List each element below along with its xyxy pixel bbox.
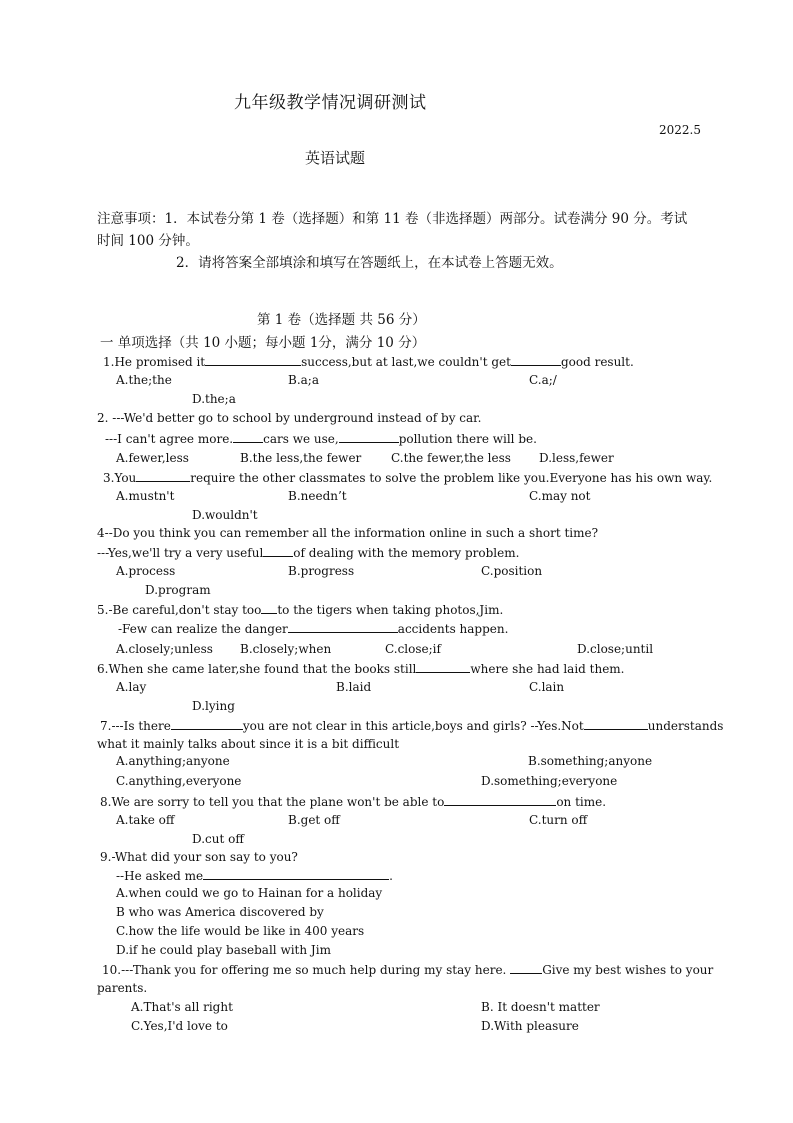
q7-option-d: D.something;everyone	[481, 774, 618, 788]
q6-blank-1	[416, 660, 470, 673]
q2-blank-1	[233, 430, 263, 443]
q5-option-d: D.close;until	[577, 642, 654, 656]
volume-title: 第 1 卷（选择题 共 56 分）	[257, 312, 426, 328]
q2-text-c: pollution there will be.	[398, 432, 537, 446]
q1-blank-2	[511, 353, 561, 366]
q1-option-d: D.the;a	[192, 392, 236, 406]
q9-line-1: 9.-What did your son say to you?	[100, 850, 298, 864]
q6-text-b: where she had laid them.	[470, 662, 625, 676]
q10-text-b: Give my best wishes to your	[542, 963, 714, 977]
q9-option-a: A.when could we go to Hainan for a holiday	[116, 886, 383, 900]
q1-option-b: B.a;a	[288, 373, 319, 387]
q8-option-b: B.get off	[288, 813, 340, 827]
q5-line-1	[97, 601, 503, 618]
q7-line-2: what it mainly talks about since it is a bit difficult	[97, 737, 400, 751]
q5-blank-1	[261, 601, 277, 614]
q7-option-b: B.something;anyone	[528, 754, 653, 768]
q9-option-c: C.how the life would be like in 400 years	[116, 924, 365, 938]
q10-option-c: C.Yes,I'd love to	[131, 1019, 228, 1033]
q6-text-a: 6.When she came later,she found that the books still	[97, 662, 417, 676]
q7-option-a: A.anything;anyone	[116, 754, 230, 768]
question-3	[103, 469, 712, 486]
q9-option-d: D.if he could play baseball with Jim	[116, 943, 331, 957]
q8-option-a: A.take off	[116, 813, 175, 827]
q9-blank-1	[203, 867, 389, 880]
q4-option-a: A.process	[116, 564, 176, 578]
q10-line-2: parents.	[97, 981, 148, 995]
q4-line-2	[97, 544, 519, 561]
q3-option-a: A.mustn't	[116, 489, 175, 503]
q4-blank-1	[263, 544, 293, 557]
part-title: 一 单项选择（共 10 小题；每小题 1分，满分 10 分）	[100, 335, 426, 351]
q1-text-c: good result.	[560, 355, 634, 369]
q7-text-a: 7.---Is there	[100, 719, 171, 733]
q10-option-d: D.With pleasure	[481, 1019, 579, 1033]
exam-subject: 英语试题	[305, 149, 366, 167]
q5-option-a: A.closely;unless	[116, 642, 213, 656]
q2-line-1: 2. ---We'd better go to school by underground instead of by car.	[97, 411, 482, 425]
q3-option-d: D.wouldn't	[192, 508, 258, 522]
q1-blank-1	[205, 353, 301, 366]
q8-text-a: 8.We are sorry to tell you that the plane won't be able to	[100, 795, 445, 809]
q9-text-b: .	[389, 869, 393, 883]
question-8	[100, 793, 606, 810]
q5-text-d: accidents happen.	[397, 622, 509, 636]
q4-text-a: ---Yes,we'll try a very useful	[97, 546, 264, 560]
exam-date: 2022.5	[659, 123, 701, 137]
q6-option-a: A.lay	[116, 680, 147, 694]
q7-line-1	[100, 717, 723, 734]
q3-text-b: require the other classmates to solve the problem like you.Everyone has his own way.	[190, 471, 713, 485]
q7-text-b: you are not clear in this article,boys and girls? --Yes.Not	[242, 719, 584, 733]
q10-text-a: 10.---Thank you for offering me so much help during my stay here.	[102, 963, 507, 977]
q2-blank-2	[339, 430, 399, 443]
q5-text-b: to the tigers when taking photos,Jim.	[277, 603, 504, 617]
q1-text-b: success,but at last,we couldn't get	[301, 355, 511, 369]
q2-text-b: cars we use,	[263, 432, 339, 446]
q10-option-b: B. It doesn't matter	[481, 1000, 600, 1014]
q7-option-c: C.anything,everyone	[116, 774, 242, 788]
q6-option-c: C.lain	[529, 680, 565, 694]
notice-line-2: 时间 100 分钟。	[97, 233, 199, 249]
q8-option-c: C.turn off	[529, 813, 588, 827]
q2-option-b: B.the less,the fewer	[240, 451, 362, 465]
q3-option-c: C.may not	[529, 489, 591, 503]
q5-option-c: C.close;if	[385, 642, 441, 656]
q5-text-c: -Few can realize the danger	[118, 622, 288, 636]
q10-blank-1	[510, 961, 542, 974]
q7-blank-2	[584, 717, 648, 730]
q6-option-d: D.lying	[192, 699, 235, 713]
q8-blank-1	[444, 793, 556, 806]
q1-option-a: A.the;the	[116, 373, 172, 387]
q7-blank-1	[171, 717, 243, 730]
q7-text-c: understands	[647, 719, 724, 733]
q1-option-c: C.a;/	[529, 373, 557, 387]
q4-option-c: C.position	[481, 564, 543, 578]
q5-text-a: 5.-Be careful,don't stay too	[97, 603, 262, 617]
q2-option-a: A.fewer,less	[116, 451, 189, 465]
q4-line-1: 4--Do you think you can remember all the information online in such a short time?	[97, 526, 599, 540]
q6-option-b: B.laid	[336, 680, 372, 694]
q1-text-a: 1.He promised it	[103, 355, 206, 369]
question-6	[97, 660, 625, 677]
q4-text-b: of dealing with the memory problem.	[293, 546, 520, 560]
question-1	[103, 353, 634, 370]
q3-option-b: B.needn’t	[288, 489, 347, 503]
notice-line-1: 注意事项：1．本试卷分第 1 卷（选择题）和第 11 卷（非选择题）两部分。试卷满分 90 分。考试	[97, 211, 688, 227]
q4-option-b: B.progress	[288, 564, 355, 578]
q9-text-a: --He asked me	[116, 869, 204, 883]
notice-line-3: 2．请将答案全部填涂和填写在答题纸上，在本试卷上答题无效。	[176, 255, 563, 271]
q2-text-a: ---I can't agree more.	[105, 432, 234, 446]
q10-line-1	[102, 961, 713, 978]
q2-option-c: C.the fewer,the less	[391, 451, 511, 465]
q8-option-d: D.cut off	[192, 832, 244, 846]
q2-line-2	[105, 430, 537, 447]
q10-option-a: A.That's all right	[131, 1000, 233, 1014]
q4-option-d: D.program	[145, 583, 211, 597]
q5-blank-2	[288, 620, 398, 633]
q8-text-b: on time.	[556, 795, 607, 809]
q5-option-b: B.closely;when	[240, 642, 332, 656]
q9-line-2	[116, 867, 393, 884]
q3-blank-1	[136, 469, 190, 482]
q3-text-a: 3.You	[103, 471, 137, 485]
q5-line-2	[118, 620, 508, 637]
q2-option-d: D.less,fewer	[539, 451, 614, 465]
q9-option-b: B who was America discovered by	[116, 905, 324, 919]
exam-title: 九年级教学情况调研测试	[234, 93, 427, 113]
